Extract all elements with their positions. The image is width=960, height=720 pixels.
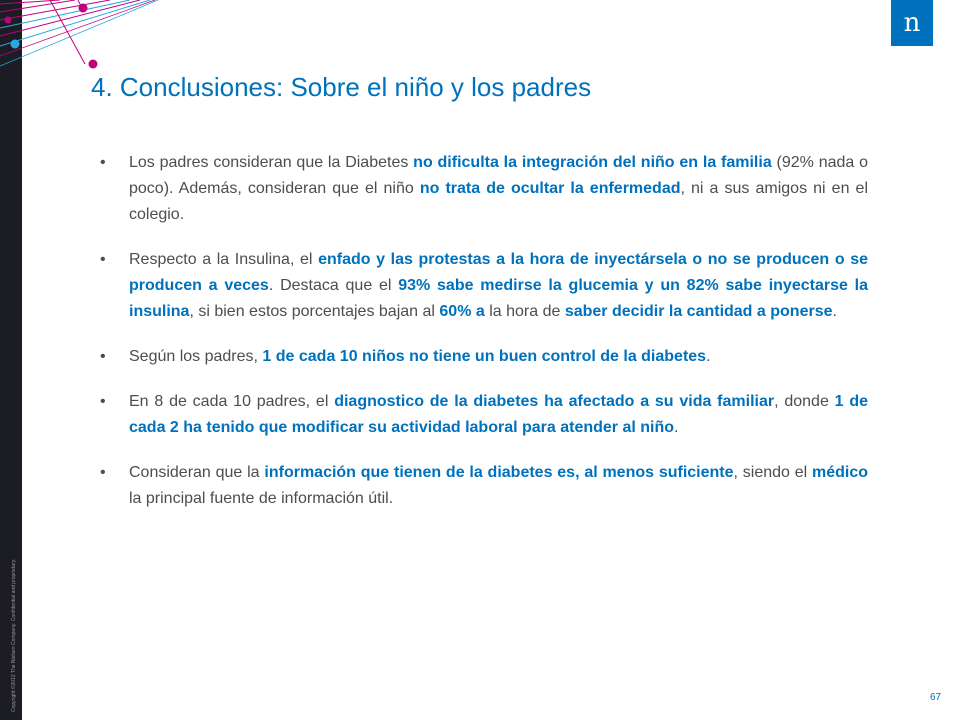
bullet-text: , ni a sus amigos ni en el colegio. [129, 180, 868, 223]
conclusion-bullet [100, 460, 868, 512]
highlighted-text: no trata de ocultar la enfermedad [419, 180, 681, 197]
bullet-text: . Destaca que el [268, 277, 399, 294]
decorative-lines-graphic [0, 0, 160, 80]
bullet-text: Respecto a la Insulina, el [129, 251, 319, 268]
cyan-dot-icon [11, 40, 20, 49]
magenta-dot-icon [5, 17, 12, 24]
highlighted-text: no dificulta la integración del niño en la familia [413, 154, 772, 171]
bullet-text: , si bien estos porcentajes bajan al [189, 303, 440, 320]
highlighted-text: 1 de cada 2 ha tenido que modificar su actividad laboral para atender al niño [129, 393, 869, 436]
bullet-text: la hora de [484, 303, 565, 320]
magenta-dot-icon [79, 4, 88, 13]
highlighted-text: diagnostico de la diabetes ha afectado a su vida familiar [334, 393, 775, 410]
bullet-text: . [832, 303, 837, 320]
bullet-text: , siendo el [733, 464, 812, 481]
conclusion-bullet [100, 389, 868, 441]
conclusion-bullet [100, 150, 868, 228]
bullet-text: . [674, 419, 679, 436]
highlighted-text: 60% a [439, 303, 485, 320]
highlighted-text: médico [812, 464, 869, 481]
page-number: 67 [930, 692, 942, 703]
highlighted-text: enfado y las protestas a la hora de inyectársela o no se producen o se producen a veces [129, 251, 868, 294]
bullet-text: Los padres consideran que la Diabetes [129, 154, 414, 171]
conclusion-bullet [100, 344, 868, 370]
bullet-text: En 8 de cada 10 padres, el [129, 393, 335, 410]
copyright-notice: Copyright ©2012 The Nielsen Company. Confidential and proprietary. [11, 558, 17, 712]
bullet-text: Consideran que la [129, 464, 265, 481]
logo-letter: n [903, 8, 921, 38]
bullet-text: la principal fuente de información útil. [129, 490, 394, 507]
highlighted-text: 1 de cada 10 niños no tiene un buen control de la diabetes [262, 348, 707, 365]
bullet-text: . [706, 348, 711, 365]
conclusions-list [100, 150, 868, 531]
bullet-text: Según los padres, [129, 348, 263, 365]
bullet-text: , donde [774, 393, 835, 410]
magenta-dot-icon [89, 60, 98, 69]
bullet-text: (92% nada o poco). Además, consideran que el niño [129, 154, 868, 197]
nielsen-logo-icon [891, 0, 933, 46]
highlighted-text: saber decidir la cantidad a ponerse [564, 303, 833, 320]
highlighted-text: información que tienen de la diabetes es, al menos suficiente [264, 464, 734, 481]
conclusion-bullet [100, 247, 868, 325]
highlighted-text: 93% sabe medirse la glucemia y un 82% sabe inyectarse la insulina [129, 277, 868, 320]
page-title: 4. Conclusiones: Sobre el niño y los padres [91, 72, 592, 102]
